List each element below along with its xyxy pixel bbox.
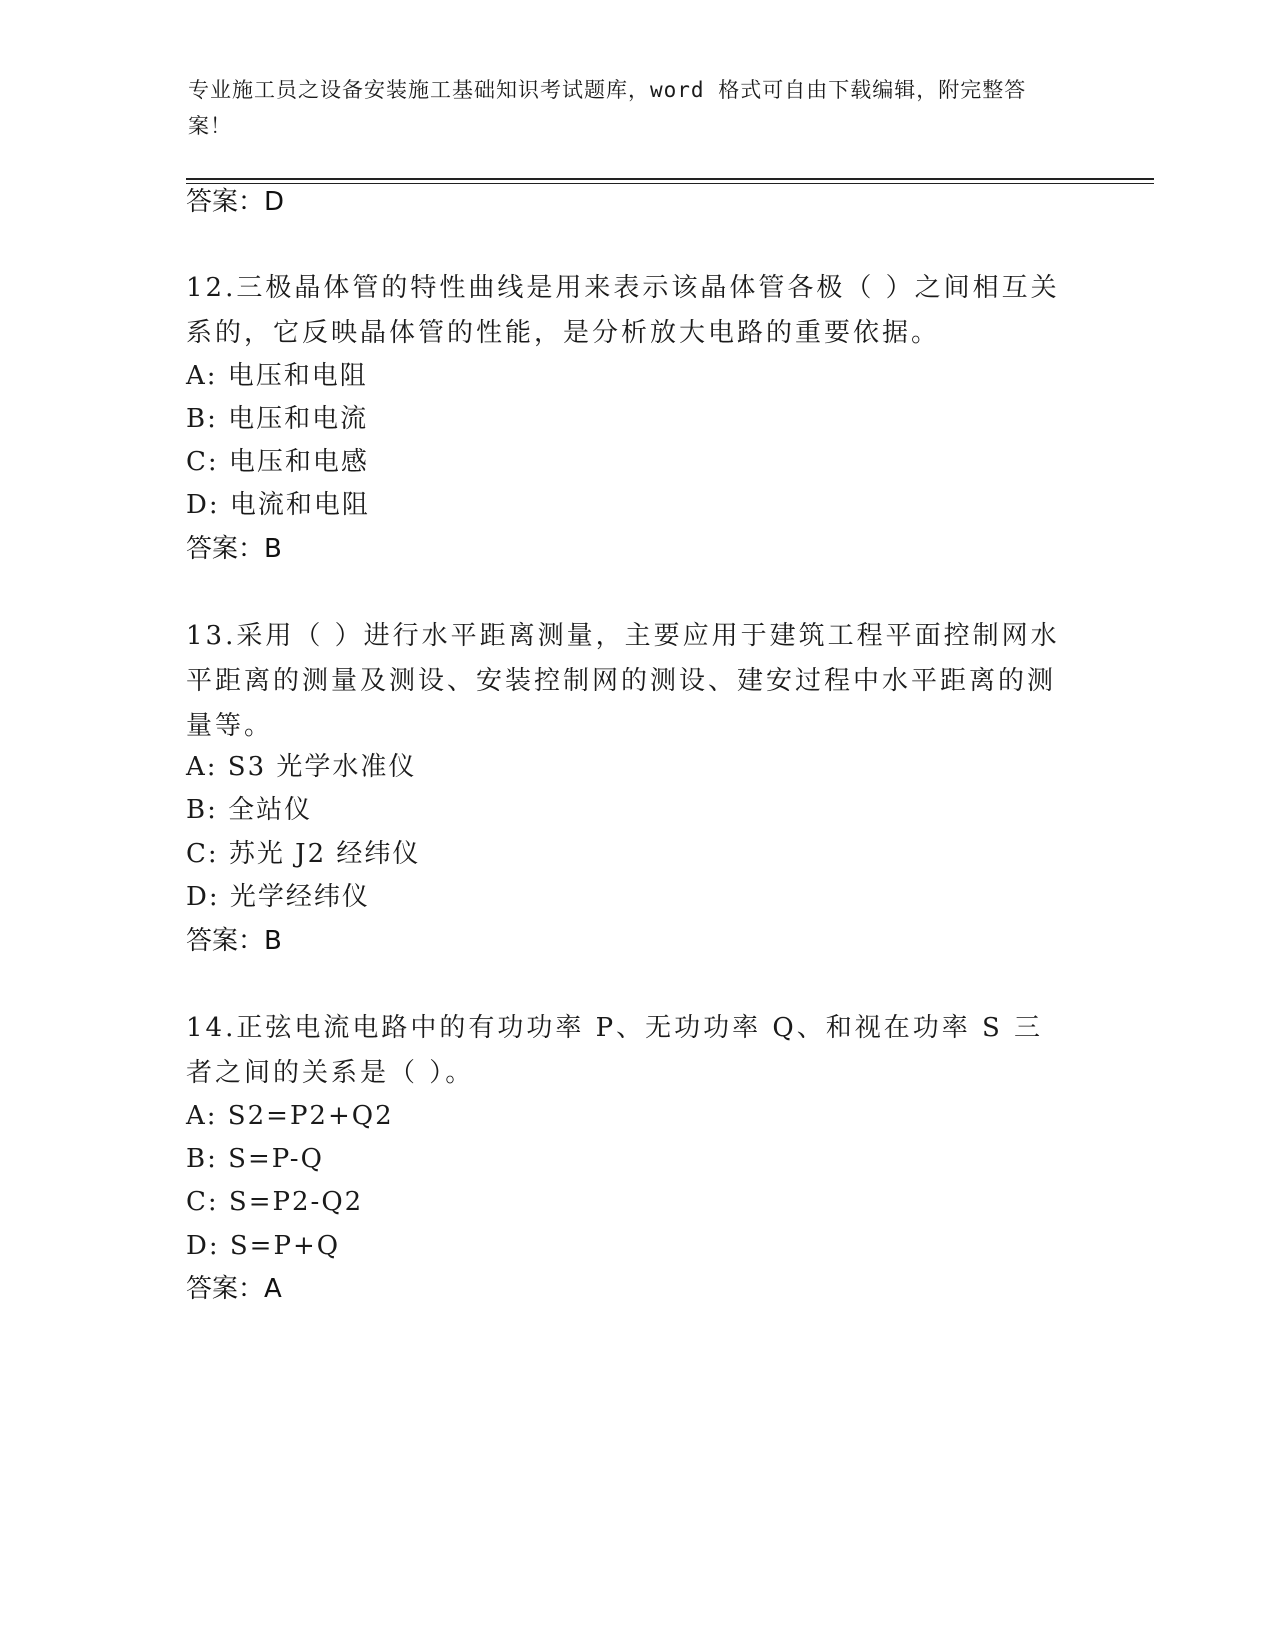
question-13-option-d: D: 光学经纬仪 [186, 882, 370, 912]
header-rule-thick [186, 178, 1154, 180]
question-14-option-c: C: S=P2-Q2 [186, 1187, 364, 1217]
question-14-option-a: A: S2=P2+Q2 [186, 1101, 394, 1131]
question-14-option-d: D: S=P+Q [186, 1231, 341, 1261]
question-12-option-d: D: 电流和电阻 [186, 490, 370, 520]
question-13-stem: 13.采用（ ）进行水平距离测量，主要应用于建筑工程平面控制网水平距离的测量及测设、安装控制网的测设、建安过程中水平距离的测量等。 [186, 621, 1060, 741]
question-14-stem: 14.正弦电流电路中的有功功率 P、无功功率 Q、和视在功率 S 三者之间的关系是（ ）。 [186, 1013, 1044, 1088]
question-13-option-c: C: 苏光 J2 经纬仪 [186, 839, 421, 869]
question-12-option-b: B: 电压和电流 [186, 404, 369, 434]
question-14-answer: 答案：A [186, 1274, 282, 1304]
question-12-option-c: C: 电压和电感 [186, 447, 369, 477]
question-12-option-a: A: 电压和电阻 [186, 361, 368, 391]
answer-label: 答案：D [186, 187, 285, 217]
header-rule-thin [186, 183, 1154, 184]
page-header: 专业施工员之设备安装施工基础知识考试题库，word 格式可自由下载编辑，附完整答案！ [188, 78, 1027, 138]
question-14-option-b: B: S=P-Q [186, 1144, 324, 1174]
question-12-stem: 12.三极晶体管的特性曲线是用来表示该晶体管各极（ ）之间相互关系的，它反映晶体管的性能，是分析放大电路的重要依据。 [186, 273, 1060, 348]
question-13-answer: 答案：B [186, 926, 282, 956]
question-12-answer: 答案：B [186, 534, 282, 564]
question-13-option-a: A: S3 光学水准仪 [186, 752, 417, 782]
question-13-option-b: B: 全站仪 [186, 795, 313, 825]
